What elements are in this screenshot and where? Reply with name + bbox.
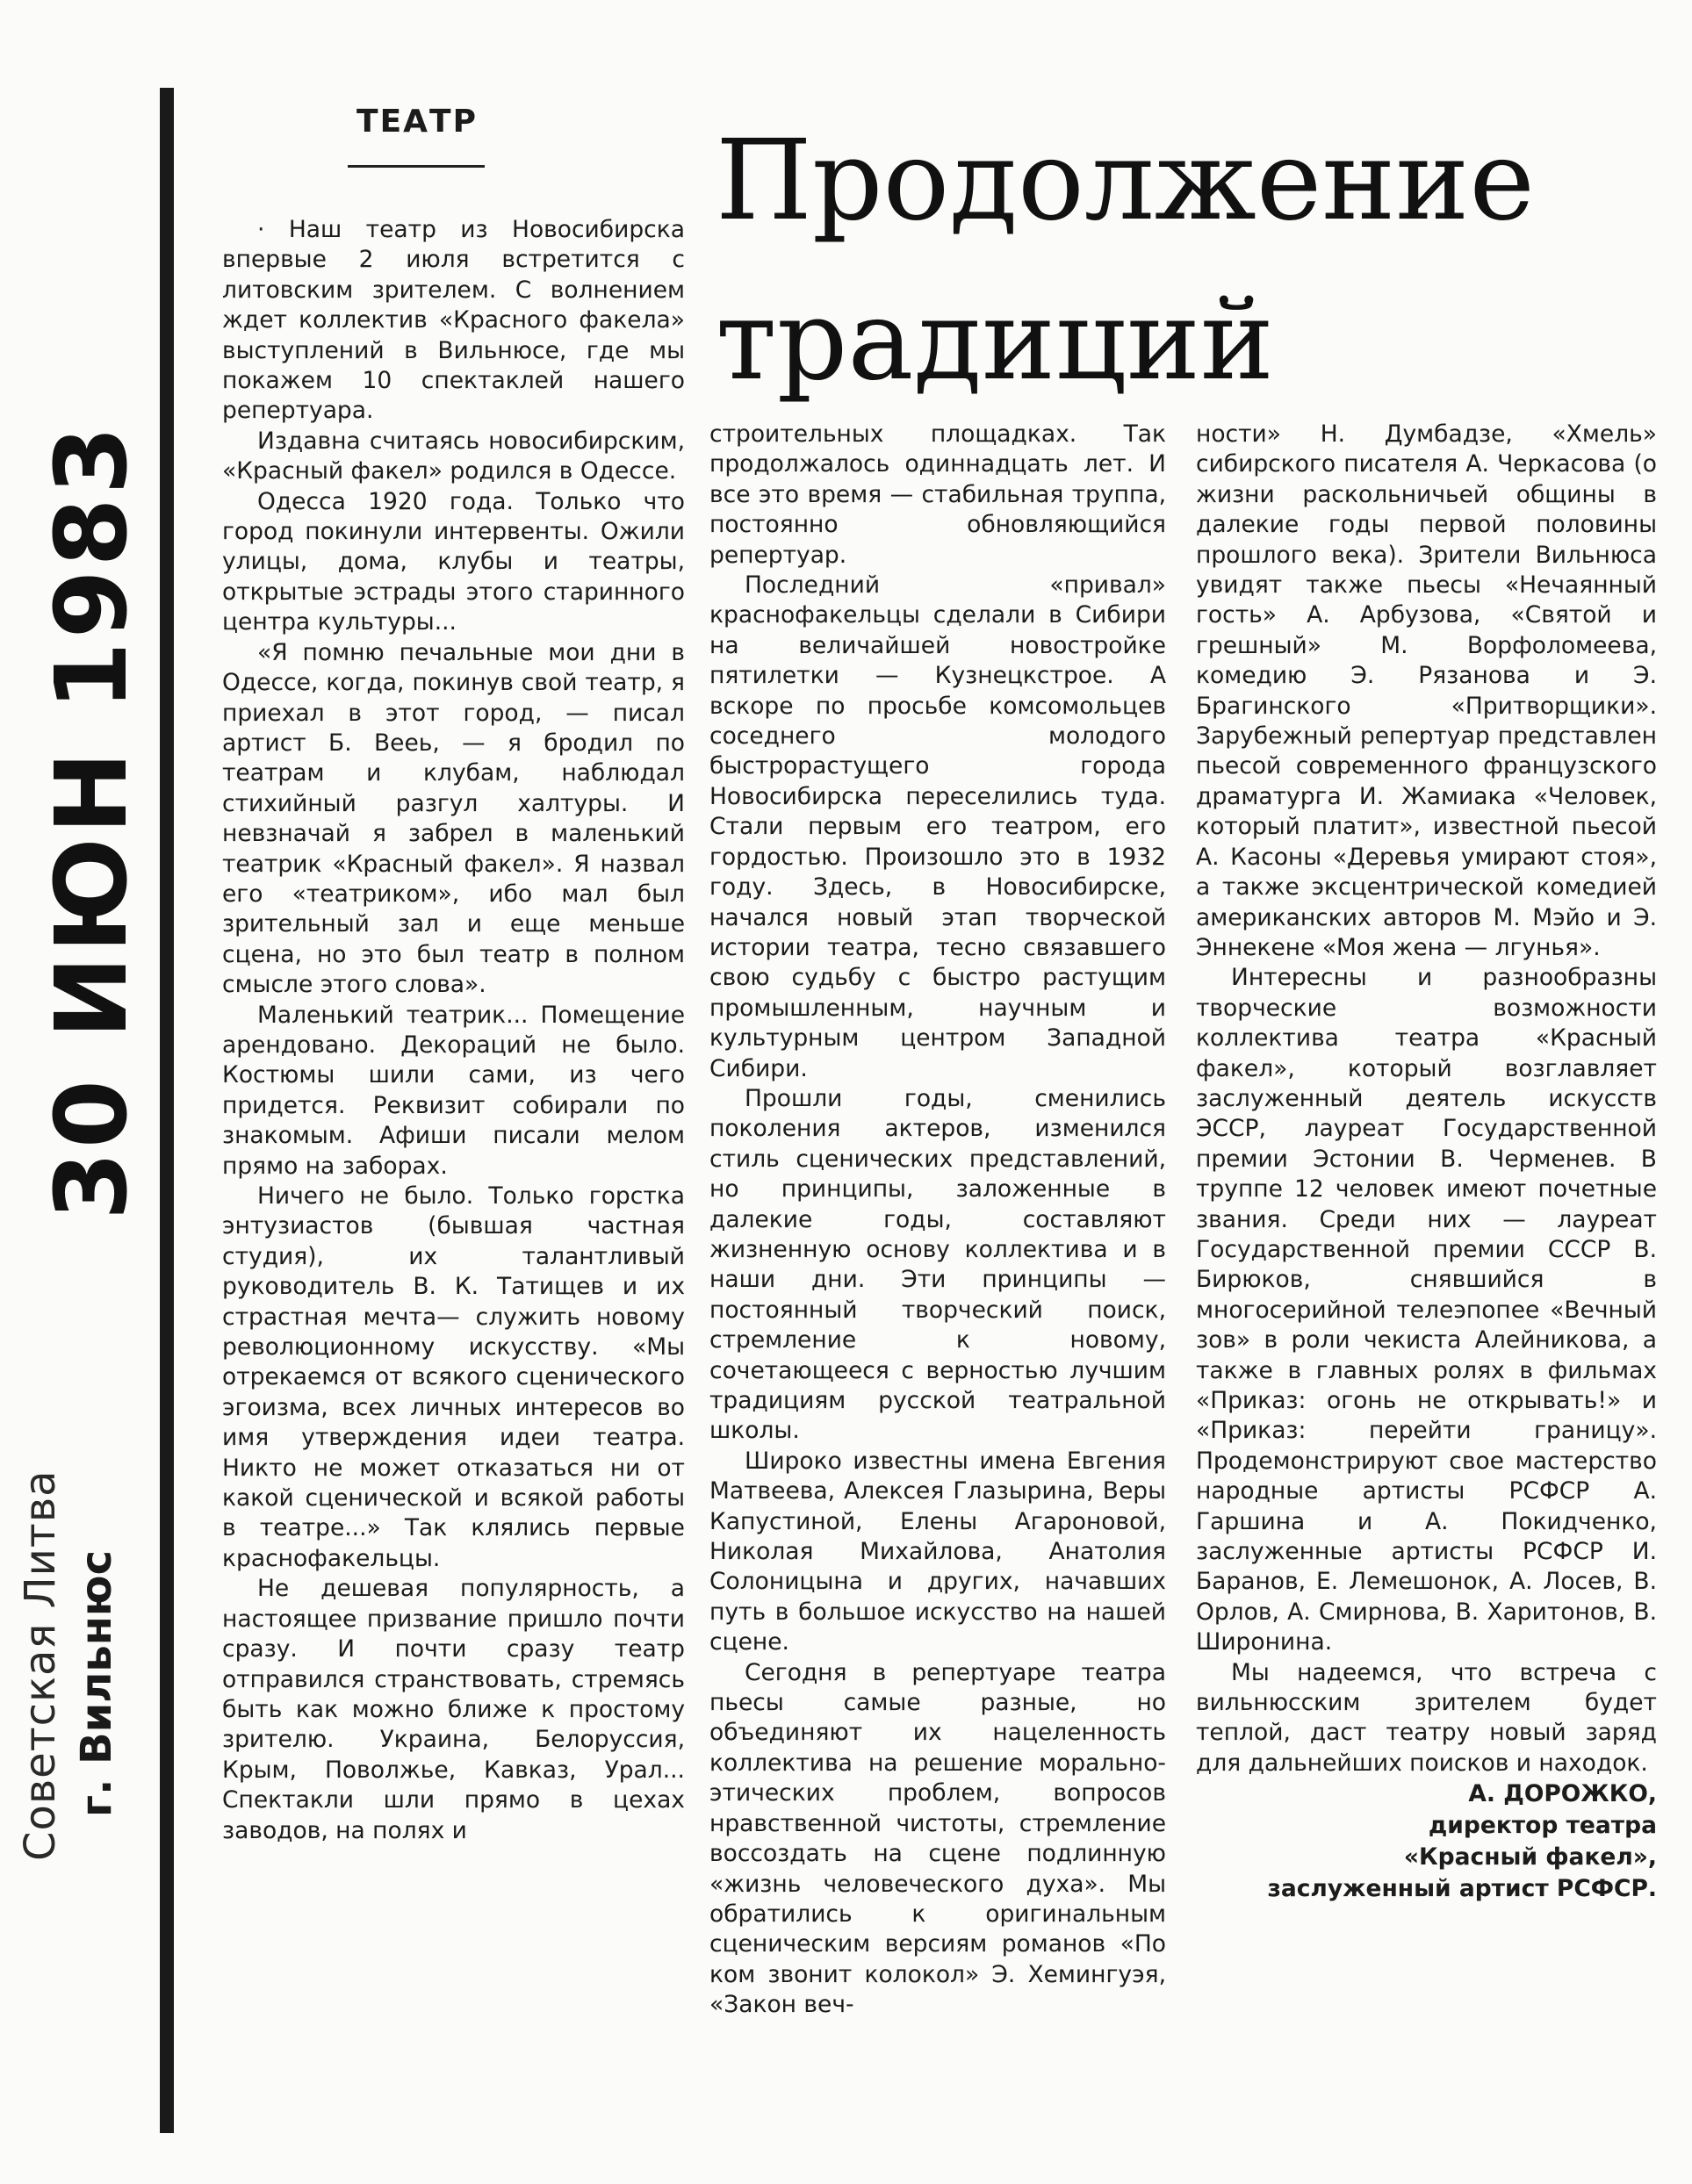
article-column-2	[709, 420, 1166, 2021]
article-column-1	[222, 215, 685, 1846]
paragraph: Прошли годы, сменились поколения актеров, изменился стиль сценических представлений, но принципы, заложенные в далекие годы, составляют жизненную основу коллектива и в наши дни. Эти принципы — постоянный творческий поиск, стремление к новому, сочетающееся с верностью лучшим традициям русской театральной школы.	[709, 1084, 1166, 1445]
article-column-3	[1196, 420, 1657, 1905]
section-rubric: ТЕАТР	[356, 104, 478, 140]
newspaper-name-stamp: Советская Литва	[16, 1469, 65, 1861]
paragraph: Сегодня в репертуаре театра пьесы самые разные, но объединяют их нацеленность коллектива на решение морально-этических проблем, вопросов нравственной чистоты, стремление воссоздать на сцене подлинную «жизнь человеческого духа». Мы обратились к оригинальным сценическим версиям романов «По ком звонит колокол» Э. Хемингуэя, «Закон веч-	[709, 1658, 1166, 2019]
author-signature	[1196, 1778, 1657, 1905]
paragraph: Последний «привал» краснофакельцы сделали в Сибири на величайшей новостройке пятилетки — Кузнецкстрое. А вскоре по просьбе комсомольцев соседнего молодого быстрорастущего города Новосибирска переселились туда. Стали первым его театром, его гордостью. Произошло это в 1932 году. Здесь, в Новосибирске, начался новый этап творческой истории театра, тесно связавшего свою судьбу с быстро растущим промышленным, научным и культурным центром Западной Сибири.	[709, 571, 1166, 1082]
paragraph: Интересны и разнообразны творческие возможности коллектива театра «Красный факел», который возглавляет заслуженный деятель искусств ЭССР, лауреат Государственной премии Эстонии В. Черменев. В труппе 12 человек имеют почетные звания. Среди них — лауреат Государственной премии СССР В. Бирюков, снявшийся в многосерийной телеэпопее «Вечный зов» в роли чекиста Алейникова, а также в главных ролях в фильмах «Приказ: огонь не открывать!» и «Приказ: перейти границу». Продемонстрируют свое мастерство народные артисты РСФСР А. Гаршина и А. Покидченко, заслуженные артисты РСФСР И. Баранов, Е. Лемешонок, А. Лосев, В. Орлов, А. Смирнова, В. Харитонов, В. Широнина.	[1196, 964, 1657, 1656]
paragraph: Не дешевая популярность, а настоящее призвание пришло почти сразу. И почти сразу театр отправился странствовать, стремясь быть как можно ближе к простому зрителю. Украина, Белоруссия, Крым, Поволжье, Кавказ, Урал... Спектакли шли прямо в цехах заводов, на полях и	[222, 1575, 685, 1844]
author-role: директор театра	[1428, 1812, 1657, 1840]
city-stamp: г. Вильнюс	[72, 1549, 121, 1817]
date-stamp: 30 ИЮН 1983	[35, 422, 149, 1220]
author-title: заслуженный артист РСФСР.	[1267, 1875, 1657, 1903]
paragraph: строительных площадках. Так продолжалось одиннадцать лет. И все это время — стабильная труппа, постоянно обновляющийся репертуар.	[709, 420, 1166, 569]
rubric-underline	[348, 165, 485, 168]
paragraph: Мы надеемся, что встреча с вильнюсским зрителем будет теплой, даст театру новый заряд для дальнейших поисков и находок.	[1196, 1658, 1657, 1777]
headline-line-2: традиций	[716, 276, 1275, 405]
author-name: А. ДОРОЖКО,	[1468, 1780, 1657, 1808]
paragraph: «Я помню печальные мои дни в Одессе, когда, покинув свой театр, я приехал в этот город, — писал артист Б. Вееь, — я бродил по театрам и клубам, наблюдал стихийный разгул халтуры. И невзначай я забрел в маленький театрик «Красный факел». Я назвал его «театриком», ибо мал был зрительный зал и еще меньше сцена, но это был театр в полном смысле этого слова».	[222, 638, 685, 999]
headline-line-1: Продолжение	[716, 116, 1535, 245]
paragraph: Широко известны имена Евгения Матвеева, Алексея Глазырина, Веры Капустиной, Елены Агароновой, Николая Михайлова, Анатолия Солоницына и других, начавших путь в большое искусство на нашей сцене.	[709, 1447, 1166, 1656]
article-headline	[716, 101, 1594, 420]
author-theatre: «Красный факел»,	[1403, 1843, 1657, 1871]
paragraph: · Наш театр из Новосибирска впервые 2 июля встретится с литовским зрителем. С волнением ждет коллектив «Красного факела» выступлений в Вильнюсе, где мы покажем 10 спектаклей нашего репертуара.	[222, 216, 685, 425]
paragraph: Издавна считаясь новосибирским, «Красный факел» родился в Одессе.	[222, 427, 685, 485]
paragraph: Одесса 1920 года. Только что город покинули интервенты. Ожили улицы, дома, клубы и театры, открытые эстрады этого старинного центра культуры...	[222, 487, 685, 636]
paragraph: ности» Н. Думбадзе, «Хмель» сибирского писателя А. Черкасова (о жизни раскольничьей общины в далекие годы первой половины прошлого века). Зрители Вильнюса увидят также пьесы «Нечаянный гость» А. Арбузова, «Святой и грешный» М. Ворфоломеева, комедию Э. Рязанова и Э. Брагинского «Притворщики». Зарубежный репертуар представлен пьесой современного французского драматурга И. Жамиака «Человек, который платит», известной пьесой А. Касоны «Деревья умирают стоя», а также эксцентрической комедией американских авторов М. Мэйо и Э. Эннекене «Моя жена — лгунья».	[1196, 420, 1657, 961]
paragraph: Маленький театрик... Помещение арендовано. Декораций не было. Костюмы шили сами, из чего придется. Реквизит собирали по знакомым. Афиши писали мелом прямо на заборах.	[222, 1001, 685, 1180]
column-border-rule	[160, 88, 174, 2133]
paragraph: Ничего не было. Только горстка энтузиастов (бывшая частная студия), их талантливый руководитель В. К. Татищев и их страстная мечта— служить новому революционному искусству. «Мы отрекаемся от всякого сценического эгоизма, всех личных интересов во имя утверждения идеи театра. Никто не может отказаться ни от какой сценической и всякой работы в театре...» Так клялись первые краснофакельцы.	[222, 1182, 685, 1572]
